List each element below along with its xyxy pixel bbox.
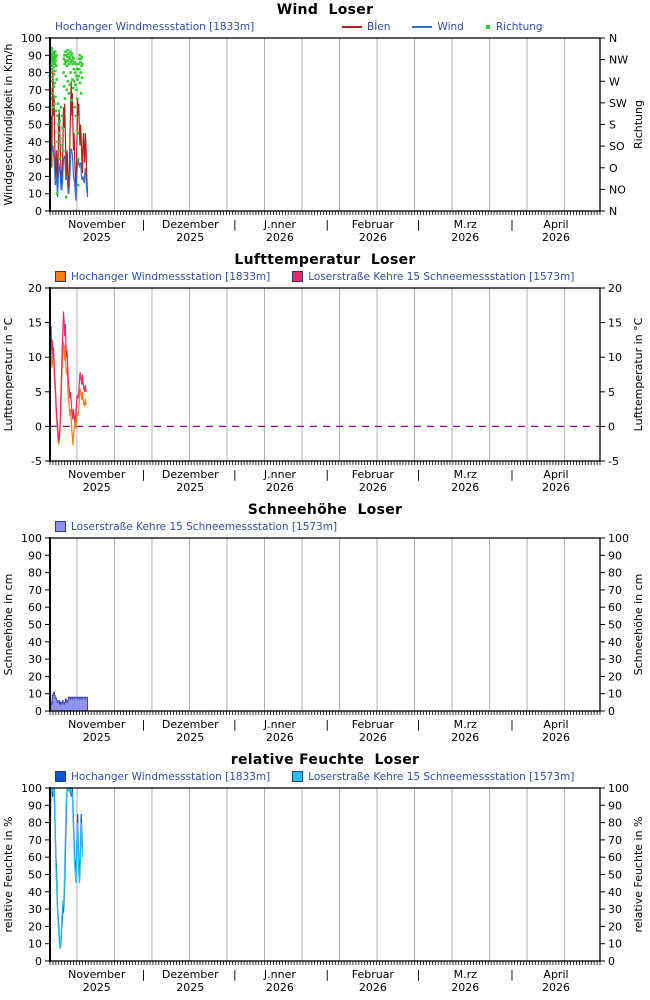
legend-item: [55, 271, 270, 283]
x-axis: [50, 211, 600, 244]
legend-label: Wind: [437, 20, 464, 33]
svg-text:100: 100: [608, 534, 629, 545]
legend-label: Hochanger Windmessstation [1833m]: [71, 770, 271, 783]
svg-text:80: 80: [28, 816, 42, 830]
month-separator: |: [232, 468, 237, 481]
svg-text:40: 40: [608, 635, 622, 649]
chart-section-wind: [0, 0, 650, 250]
svg-text:100: 100: [608, 784, 629, 795]
month-separator: |: [232, 218, 237, 231]
svg-text:30: 30: [608, 653, 622, 667]
month-label: Dezember: [161, 468, 219, 481]
svg-text:60: 60: [28, 101, 42, 115]
month-label: November: [68, 218, 126, 231]
svg-text:70: 70: [28, 583, 42, 597]
y-axis-title-left: Windgeschwindigkeit in Km/h: [2, 43, 15, 206]
y-axis-right: [600, 34, 628, 218]
legend-label: Bİen: [367, 20, 391, 33]
svg-text:0: 0: [608, 705, 615, 718]
svg-text:50: 50: [608, 618, 622, 632]
y-axis-title-right: Lufttemperatur in °C: [632, 317, 645, 432]
month-separator: |: [510, 968, 514, 981]
y-axis-right: [600, 534, 629, 718]
svg-text:10: 10: [608, 937, 622, 951]
svg-text:50: 50: [608, 868, 622, 882]
svg-text:5: 5: [35, 385, 42, 399]
month-label: April: [543, 468, 569, 481]
year-label: 2026: [451, 731, 480, 744]
chart-section-humidity: [0, 750, 650, 1000]
svg-text:SO: SO: [609, 140, 625, 154]
legend-label: Loserstraße Kehre 15 Schneemessstation [1573m]: [308, 270, 575, 283]
svg-text:W: W: [609, 75, 620, 89]
y-axis-title-left: Schneehöhe in cm: [2, 573, 15, 676]
svg-text:100: 100: [21, 34, 42, 45]
month-separator: |: [232, 968, 237, 981]
chart-legend-wind: [55, 19, 650, 34]
month-label: M.rz: [453, 718, 477, 731]
y-axis-title-right: Schneehöhe in cm: [632, 573, 645, 676]
x-axis: [50, 711, 600, 744]
month-separator: |: [141, 468, 146, 481]
svg-text:60: 60: [28, 851, 42, 865]
month-separator: |: [416, 218, 421, 231]
legend-line-icon: [342, 26, 362, 28]
legend-label: Hochanger Windmessstation [1833m]: [71, 270, 271, 283]
month-separator: |: [325, 468, 330, 481]
month-separator: |: [325, 968, 330, 981]
chart-section-temperature: [0, 250, 650, 500]
svg-text:10: 10: [28, 187, 42, 201]
month-separator: |: [416, 968, 421, 981]
chart-title-temperature: Lufttemperatur Loser: [234, 252, 416, 268]
y-axis-left: [28, 284, 50, 468]
chart-section-snowdepth: [0, 500, 650, 750]
svg-text:20: 20: [28, 920, 42, 934]
year-label: 2025: [82, 231, 111, 244]
legend-label: Hochanger Windmessstation [1833m]: [55, 20, 255, 33]
month-label: Dezember: [161, 718, 219, 731]
svg-text:0: 0: [608, 420, 615, 434]
legend-item: [412, 21, 463, 33]
month-label: J.nner: [263, 218, 296, 231]
svg-text:40: 40: [28, 885, 42, 899]
month-separator: |: [510, 218, 514, 231]
month-separator: |: [510, 468, 514, 481]
svg-text:70: 70: [28, 83, 42, 97]
svg-text:50: 50: [28, 618, 42, 632]
legend-item: [55, 21, 342, 33]
month-separator: |: [325, 718, 330, 731]
series-bars-0: [50, 692, 88, 711]
legend-swatch-icon: [292, 271, 303, 282]
svg-text:N: N: [609, 205, 618, 218]
legend-item: [292, 771, 574, 783]
svg-text:70: 70: [608, 583, 622, 597]
svg-text:100: 100: [21, 534, 42, 545]
svg-text:10: 10: [608, 687, 622, 701]
svg-text:90: 90: [28, 49, 42, 63]
series-line-1: [50, 312, 86, 442]
x-axis: [50, 961, 600, 994]
svg-text:90: 90: [28, 549, 42, 563]
month-separator: |: [325, 218, 330, 231]
svg-text:80: 80: [608, 566, 622, 580]
gridlines: [77, 288, 565, 461]
year-label: 2025: [176, 981, 205, 994]
svg-text:60: 60: [28, 601, 42, 615]
year-label: 2025: [176, 231, 205, 244]
svg-text:NO: NO: [609, 183, 626, 197]
svg-text:40: 40: [28, 135, 42, 149]
chart-title-wind: Wind Loser: [276, 2, 374, 18]
month-label: April: [543, 968, 569, 981]
month-separator: |: [232, 718, 237, 731]
legend-item: [486, 21, 543, 33]
month-label: November: [68, 968, 126, 981]
year-label: 2026: [542, 481, 570, 494]
legend-swatch-icon: [55, 271, 66, 282]
y-axis-right: [600, 284, 622, 468]
month-label: April: [543, 718, 569, 731]
svg-text:50: 50: [28, 118, 42, 132]
svg-text:60: 60: [608, 851, 622, 865]
svg-text:NW: NW: [609, 53, 629, 67]
year-label: 2026: [265, 481, 294, 494]
chart-title-humidity: relative Feuchte Loser: [230, 752, 420, 768]
svg-text:0: 0: [35, 420, 42, 434]
year-label: 2026: [358, 231, 387, 244]
plot-border: [50, 788, 600, 961]
svg-text:20: 20: [28, 284, 42, 295]
year-label: 2025: [176, 731, 205, 744]
svg-text:10: 10: [28, 687, 42, 701]
legend-label: Richtung: [495, 20, 543, 33]
y-axis-title-right: Richtung: [632, 100, 645, 149]
svg-text:5: 5: [608, 385, 615, 399]
svg-text:70: 70: [28, 833, 42, 847]
chart-legend-humidity: [55, 769, 650, 784]
month-label: Februar: [351, 968, 394, 981]
svg-text:-5: -5: [608, 455, 619, 468]
svg-text:-5: -5: [31, 455, 42, 468]
legend-label: Loserstraße Kehre 15 Schneemessstation [1573m]: [71, 520, 338, 533]
svg-text:30: 30: [28, 903, 42, 917]
month-label: M.rz: [453, 468, 477, 481]
svg-text:30: 30: [608, 903, 622, 917]
y-axis-title-left: relative Feuchte in %: [2, 816, 15, 933]
svg-text:50: 50: [28, 868, 42, 882]
plot-border: [50, 538, 600, 711]
svg-text:80: 80: [608, 816, 622, 830]
gridlines: [77, 788, 565, 961]
month-label: M.rz: [453, 218, 477, 231]
month-label: November: [68, 468, 126, 481]
year-label: 2025: [82, 481, 111, 494]
svg-text:O: O: [609, 161, 618, 175]
month-label: Februar: [351, 468, 394, 481]
year-label: 2026: [451, 481, 480, 494]
legend-line-icon: [412, 26, 432, 28]
gridlines: [77, 538, 565, 711]
svg-text:10: 10: [608, 351, 622, 365]
svg-text:0: 0: [35, 205, 42, 218]
svg-text:90: 90: [608, 799, 622, 813]
svg-text:S: S: [609, 118, 616, 132]
legend-item: [55, 521, 337, 533]
legend-item: [55, 771, 270, 783]
svg-text:90: 90: [28, 799, 42, 813]
y-axis-title-right: relative Feuchte in %: [632, 816, 645, 933]
month-label: J.nner: [263, 718, 296, 731]
month-label: Dezember: [161, 968, 219, 981]
svg-text:N: N: [609, 34, 618, 45]
month-separator: |: [141, 218, 146, 231]
year-label: 2025: [176, 481, 205, 494]
month-separator: |: [510, 718, 514, 731]
svg-text:10: 10: [28, 937, 42, 951]
svg-text:80: 80: [28, 66, 42, 80]
month-separator: |: [416, 718, 421, 731]
year-label: 2026: [265, 231, 294, 244]
year-label: 2026: [358, 481, 387, 494]
series-line-1: [50, 788, 82, 949]
month-label: November: [68, 718, 126, 731]
svg-text:20: 20: [608, 284, 622, 295]
svg-text:30: 30: [28, 653, 42, 667]
svg-text:0: 0: [35, 955, 42, 968]
year-label: 2026: [358, 981, 387, 994]
svg-text:90: 90: [608, 549, 622, 563]
svg-text:10: 10: [28, 351, 42, 365]
plot-border: [50, 38, 600, 211]
y-axis-left: [21, 34, 50, 218]
legend-swatch-icon: [292, 771, 303, 782]
x-axis: [50, 461, 600, 494]
svg-text:20: 20: [608, 920, 622, 934]
svg-text:SW: SW: [609, 96, 627, 110]
chart-title-snowdepth: Schneehöhe Loser: [247, 502, 403, 518]
month-label: J.nner: [263, 468, 296, 481]
year-label: 2026: [451, 981, 480, 994]
svg-text:15: 15: [608, 316, 622, 330]
svg-text:40: 40: [28, 635, 42, 649]
year-label: 2026: [451, 231, 480, 244]
y-axis-left: [21, 534, 50, 718]
month-separator: |: [416, 468, 421, 481]
humidity-plot: [0, 784, 650, 994]
year-label: 2025: [82, 731, 111, 744]
svg-text:0: 0: [35, 705, 42, 718]
svg-text:15: 15: [28, 316, 42, 330]
month-label: April: [543, 218, 569, 231]
svg-text:0: 0: [608, 955, 615, 968]
wind-plot: [0, 34, 650, 244]
y-axis-right: [600, 784, 629, 968]
legend-item: [342, 21, 390, 33]
svg-text:80: 80: [28, 566, 42, 580]
month-label: Dezember: [161, 218, 219, 231]
year-label: 2026: [265, 981, 294, 994]
svg-text:60: 60: [608, 601, 622, 615]
temperature-plot: [0, 284, 650, 494]
month-separator: |: [141, 718, 146, 731]
svg-text:30: 30: [28, 153, 42, 167]
svg-text:100: 100: [21, 784, 42, 795]
legend-swatch-icon: [55, 771, 66, 782]
y-axis-title-left: Lufttemperatur in °C: [2, 317, 15, 432]
svg-text:70: 70: [608, 833, 622, 847]
legend-dot-icon: [486, 25, 490, 29]
plot-border: [50, 288, 600, 461]
legend-label: Loserstraße Kehre 15 Schneemessstation [1573m]: [308, 770, 575, 783]
legend-item: [292, 271, 574, 283]
chart-legend-temperature: [55, 269, 650, 284]
chart-legend-snowdepth: [55, 519, 650, 534]
year-label: 2026: [358, 731, 387, 744]
y-axis-left: [21, 784, 50, 968]
year-label: 2026: [542, 231, 570, 244]
svg-text:20: 20: [28, 170, 42, 184]
svg-text:20: 20: [608, 670, 622, 684]
month-label: Februar: [351, 218, 394, 231]
year-label: 2025: [82, 981, 111, 994]
svg-text:20: 20: [28, 670, 42, 684]
svg-text:40: 40: [608, 885, 622, 899]
month-separator: |: [141, 968, 146, 981]
year-label: 2026: [542, 731, 570, 744]
legend-swatch-icon: [55, 521, 66, 532]
year-label: 2026: [265, 731, 294, 744]
gridlines: [77, 38, 565, 211]
month-label: M.rz: [453, 968, 477, 981]
month-label: J.nner: [263, 968, 296, 981]
year-label: 2026: [542, 981, 570, 994]
snowdepth-plot: [0, 534, 650, 744]
month-label: Februar: [351, 718, 394, 731]
